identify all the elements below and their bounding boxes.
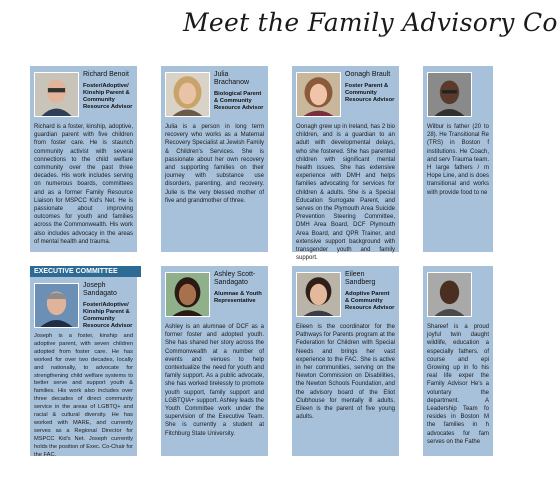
- advisor-photo: [34, 283, 79, 328]
- advisor-role: Foster/Adoptive/ Kinship Parent & Community Resource Advisor: [83, 83, 133, 110]
- advisor-bio: Shareef is a proud joyful twin daught wildlife, education a especially fathers. of course and epi Growing up in fo his real life exper the Family Advisor He's a voluntary the department. A Leadership Team fo resides in Boston M the families in h advocates for fam serves on the Fathe: [427, 324, 489, 445]
- advisor-card-wilbur: [423, 66, 493, 252]
- advisor-bio: Wilbur is father (20 to 28). He Transitional Re (TRS) in Boston f institutions. He Coach, and serv Trauma team. H large fathers / m Hope Line, and is does transitional and works with provide food to ne: [427, 124, 489, 196]
- advisor-name: Richard Benoit: [83, 71, 129, 78]
- advisor-name: Ashley Scott-Sandagato: [214, 271, 256, 286]
- advisor-role: Foster/Adoptive/ Kinship Parent & Community Resource Advisor: [83, 302, 133, 329]
- advisor-role: Adoptive Parent & Community Resource Advisor: [345, 291, 395, 311]
- advisor-role: Alumnae & Youth Representative: [214, 291, 262, 304]
- advisor-photo: [427, 272, 472, 317]
- advisor-card-richard: [30, 66, 137, 252]
- advisor-bio: Richard is a foster, kinship, adoptive, guardian parent with five children from foster care. He is staunch community activist with several connections to the child welfare community over the past three decades. His work includes serving on numerous boards, committees and as a former Family Resource Liaison for MSPCC Kid's Net. He is passionate about improving outcomes for youth and families across the Commonwealth. His work also includes advocacy in the areas of mental health and trauma.: [34, 124, 133, 245]
- advisor-name: Julia Brachanow: [214, 71, 250, 86]
- advisor-photo: [296, 272, 341, 317]
- advisor-photo: [427, 72, 472, 117]
- advisor-card-julia: [161, 66, 268, 252]
- advisor-name: Oonagh Brault: [345, 71, 391, 78]
- advisor-name: Eileen Sandberg: [345, 271, 376, 286]
- advisor-card-oonagh: [292, 66, 399, 262]
- advisor-bio: Oonagh grew up in Ireland, has 2 bio children, and is a guardian to an adult with developmental delays, who she fostered. She has parented children with significant mental health issues. She has extensive experience with DMH and helps families advocating for services for children & adults. She is a Special Education Surrogate Parent, and serves on the Plymouth Area Suicide Prevention Steering Committee, DMH Area Board, DCF Plymouth Area Board, and QPR Trainer, and extensive support background with transgender youth and family support.: [296, 124, 395, 262]
- advisor-name: Joseph Sandagato: [83, 282, 117, 297]
- advisor-photo: [165, 272, 210, 317]
- page-title: Meet the Family Advisory Co: [183, 8, 558, 37]
- advisor-photo: [34, 72, 79, 117]
- advisor-bio: Eileen is the coordinator for the Pathways for Parents program at the Federation for Children with Special Needs and brings her vast experience to the FAC. She is active in her communities, serving on the Newton Commission on Disabilities, the Newton Schools Foundation, and the advisory board of the Eliot Clubhouse for mentally ill adults. Eileen is the parent of five young adults.: [296, 324, 395, 421]
- advisor-card-shareef: [423, 266, 493, 456]
- advisor-photo: [296, 72, 341, 117]
- advisor-photo: [165, 72, 210, 117]
- advisor-bio: Julia is a person in long term recovery who works as a Maternal Recovery Specialist at Jewish Family & Children's Services. She is passionate about her own recovery and supporting families on their journey with substance use disorders, parenting, and recovery. Julie is the very blessed mother of five and grandmother of three.: [165, 124, 264, 204]
- advisor-card-eileen: [292, 266, 399, 456]
- advisor-role: Foster Parent & Community Resource Advisor: [345, 83, 395, 103]
- advisor-bio: Joseph is a foster, kinship and adoptive parent, with seven children adopted from foster care. He has worked for over two decades, locally and nationally, to advocate for strengthening child welfare systems to better serve and support youth & families. His work also includes over three decades of direct community service in the areas of LGBTQ+ and racial & cultural diversity. He has worked with MARE, and currently serves as a Regional Director for MSPCC Kid's Net. Joseph currently holds the position of Exec. Co-Chair for the FAC.: [34, 333, 133, 458]
- advisor-card-joseph: [30, 277, 137, 456]
- advisor-bio: Ashley is an alumnae of DCF as a former foster and adopted youth. She has shared her story across the Commonwealth at a number of events and venues to help contextualize the need for youth and family support. As a public advocate, she has worked tirelessly to promote youth support, family support and LGBTQIA+ support. Ashley leads the Youth Committee work under the supervision of the Executive Team. She is currently a student at Fitchburg State University.: [165, 324, 264, 437]
- advisor-card-ashley: [161, 266, 268, 456]
- executive-committee-label: EXECUTIVE COMMITTEE: [30, 266, 141, 277]
- advisor-role: Biological Parent & Community Resource Advisor: [214, 91, 264, 111]
